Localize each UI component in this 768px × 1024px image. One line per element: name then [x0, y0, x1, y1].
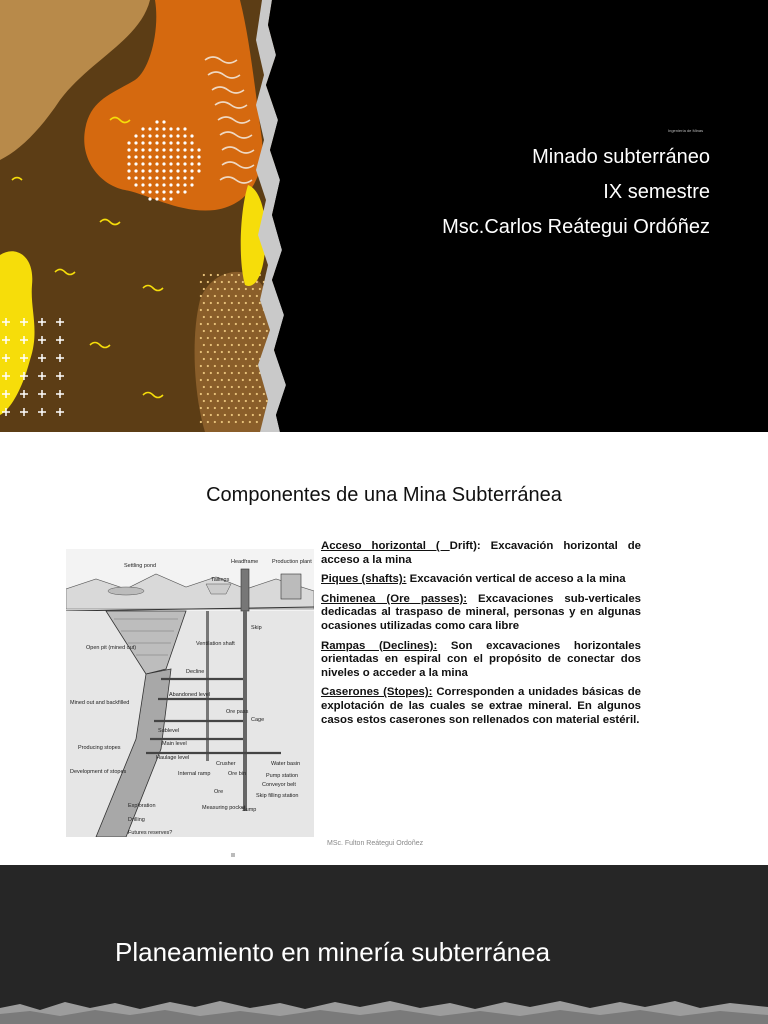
semester-label: IX semestre [603, 181, 710, 203]
svg-text:Ore: Ore [214, 789, 224, 795]
mine-cross-section-diagram [66, 549, 314, 837]
svg-text:Skip filling station: Skip filling station [256, 793, 299, 799]
list-item [321, 593, 641, 634]
components-list [321, 540, 641, 733]
slide-marker [231, 853, 235, 857]
term-shafts: Piques (shafts): [321, 573, 407, 586]
definition-stopes: Corresponden a unidades básicas de explotación de las cuales se extrae mineral. En algunos casos estos caserones son rellenados con material estéril. [321, 686, 641, 726]
svg-text:Measuring pocket: Measuring pocket [202, 805, 246, 811]
svg-text:Sump: Sump [242, 807, 257, 813]
svg-text:Ore bin: Ore bin [228, 771, 247, 777]
title-slide [0, 0, 768, 432]
svg-text:Producing stopes: Producing stopes [78, 745, 121, 751]
list-item [321, 686, 641, 727]
list-item [321, 540, 641, 567]
svg-text:Main level: Main level [162, 741, 187, 747]
svg-text:Haulage level: Haulage level [156, 755, 190, 761]
term-declines: Rampas (Declines): [321, 639, 438, 652]
svg-text:Futures reserves?: Futures reserves? [128, 830, 173, 836]
svg-text:Cage: Cage [251, 717, 265, 723]
slide-footer: MSc. Fulton Reátegui Ordoñez [327, 840, 424, 847]
svg-text:Skip: Skip [251, 625, 262, 631]
definition-declines: Son excavaciones horizontales orientadas en espiral con el propósito de conectar dos niveles o acceder a la mina [321, 639, 641, 679]
list-item [321, 640, 641, 681]
svg-text:Decline: Decline [186, 669, 205, 675]
slide-title: Planeamiento en minería subterránea [115, 937, 551, 967]
svg-text:Headframe: Headframe [231, 559, 259, 565]
presentation-title: Minado subterráneo [532, 146, 710, 168]
svg-text:Settling pond: Settling pond [124, 563, 157, 569]
svg-text:Development of stopes: Development of stopes [70, 769, 127, 775]
svg-text:Ventilation shaft: Ventilation shaft [196, 641, 235, 647]
term-drift-suffix: Drift): [449, 540, 491, 552]
svg-text:Abandoned level: Abandoned level [169, 692, 210, 698]
svg-text:Mined out and backfilled: Mined out and backfilled [70, 700, 130, 706]
svg-text:Water basin: Water basin [271, 761, 301, 767]
svg-text:Open pit (mined out): Open pit (mined out) [86, 645, 137, 651]
torn-edge-strip [0, 990, 768, 1024]
abstract-collage-art [0, 0, 290, 432]
definition-ore-passes: Excavaciones sub-verticales dedicadas al traspaso de mineral, personas y en algunas ocasiones utilizadas como cara libre [321, 592, 641, 632]
definition-drift: Excavación horizontal de acceso a la mina [321, 540, 642, 566]
svg-text:Drilling: Drilling [128, 817, 145, 823]
svg-text:Conveyor belt: Conveyor belt [262, 782, 296, 788]
term-stopes: Caserones (Stopes): [321, 686, 433, 699]
svg-text:Sublevel: Sublevel [158, 728, 180, 734]
term-drift: Acceso horizontal ( [321, 540, 450, 552]
svg-text:Crusher: Crusher [216, 761, 236, 767]
slide-title: Componentes de una Mina Subterránea [206, 484, 562, 506]
svg-text:Pump station: Pump station [266, 773, 299, 779]
svg-text:Exploration: Exploration [128, 803, 156, 809]
planning-slide [0, 865, 768, 1024]
author-name: Msc.Carlos Reátegui Ordóñez [442, 216, 710, 238]
components-slide [0, 432, 768, 865]
svg-text:Production plant: Production plant [272, 559, 312, 565]
slide-tag: Ingeniería de Minas [668, 128, 704, 133]
svg-text:Ore pass: Ore pass [226, 709, 249, 715]
svg-text:Tailings: Tailings [211, 577, 230, 583]
list-item [321, 573, 641, 587]
svg-text:Internal ramp: Internal ramp [178, 771, 211, 777]
definition-shafts: Excavación vertical de acceso a la mina [406, 573, 626, 586]
term-ore-passes: Chimenea (Ore passes): [321, 592, 468, 605]
